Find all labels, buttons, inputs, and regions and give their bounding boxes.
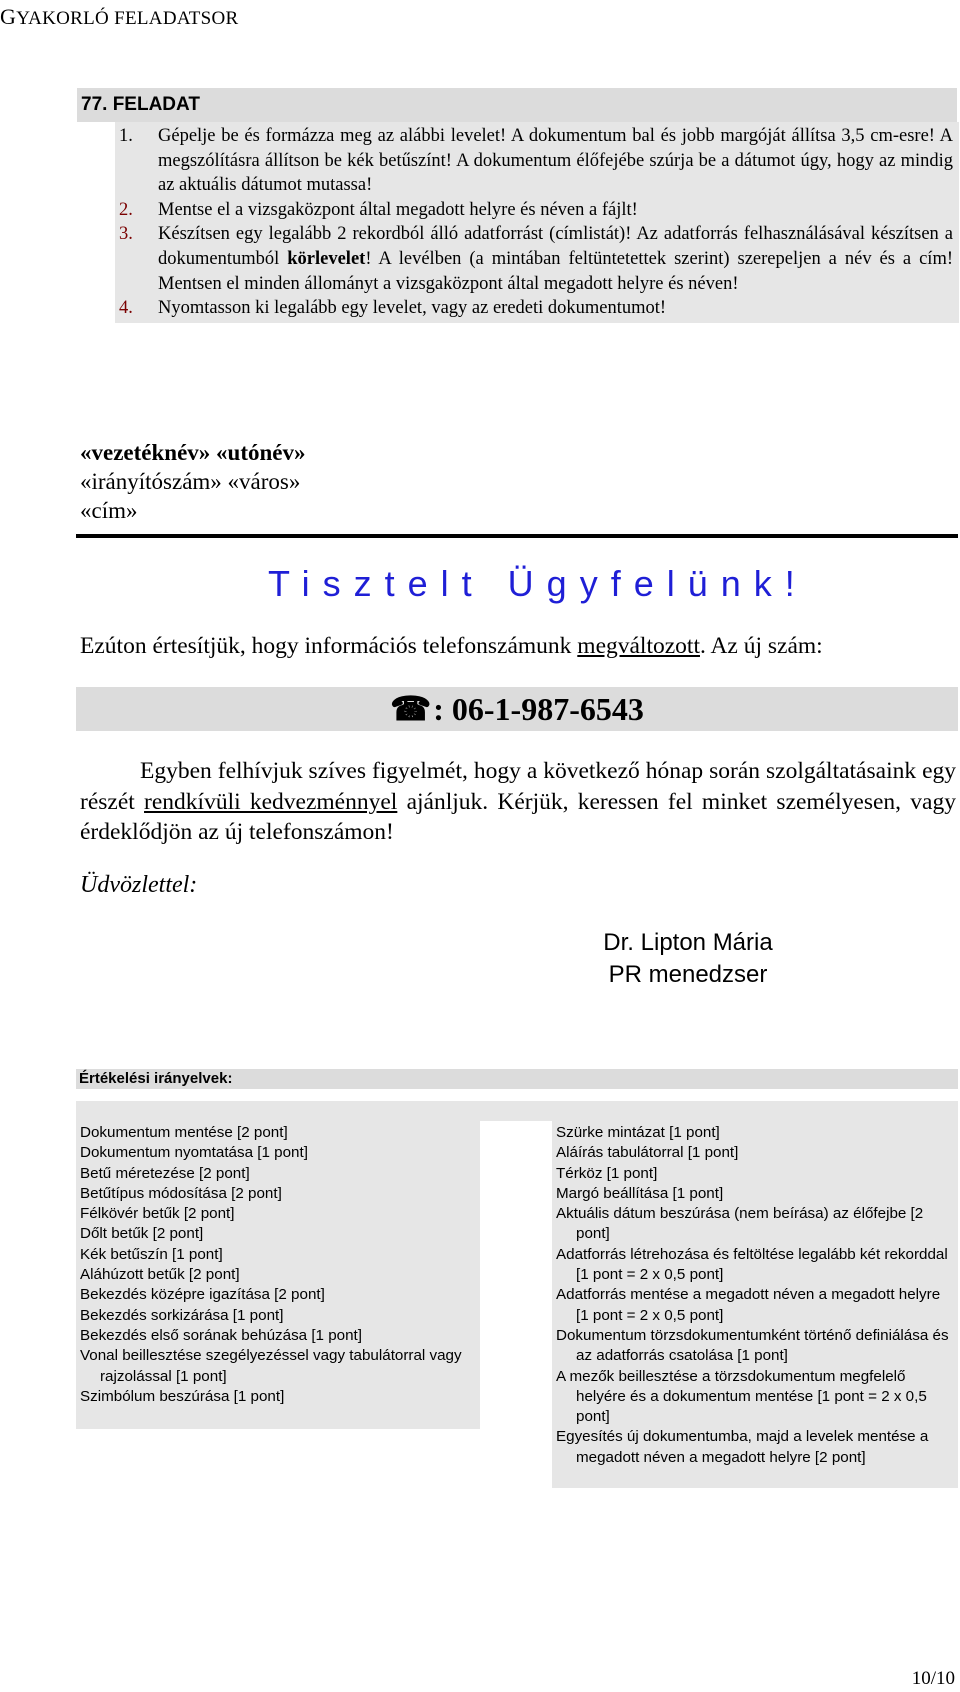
evaluation-item: Bekezdés sorkizárása [1 pont] (80, 1306, 284, 1324)
divider-line (76, 534, 958, 538)
running-header-initial: G (0, 4, 17, 29)
evaluation-item: Egyesítés új dokumentumba, majd a levelek mentése a megadott néven a megadott helyre [2 pont] (556, 1428, 929, 1466)
intro-text-b: . Az új szám: (699, 633, 823, 659)
evaluation-item: Félkövér betűk [2 pont] (80, 1205, 235, 1223)
offer-text-a: Egyben felhívjuk szíves figyelmét, hogy a következő hónap során szolgáltatásaink egy részét (80, 758, 956, 815)
evaluation-item: Adatforrás létrehozása és feltöltése legalább két rekorddal [1 pont = 2 x 0,5 pont] (556, 1245, 948, 1284)
evaluation-item: Bekezdés első sorának behúzása [1 pont] (80, 1326, 362, 1344)
address-city-line: «irányítószám» «város» (80, 469, 301, 494)
evaluation-item: Vonal beillesztése szegélyezéssel vagy tabulátorral vagy rajzolással [1 pont] (80, 1347, 462, 1385)
telephone-icon: ☎ (390, 692, 432, 728)
salutation: Tisztelt Ügyfelünk! (268, 563, 808, 604)
task-title: 77. FELADAT (77, 88, 957, 122)
evaluation-left-column (76, 1121, 480, 1429)
evaluation-title: Értékelési irányelvek: (76, 1069, 958, 1089)
task-item-text: Nyomtasson ki legalább egy levelet, vagy az eredeti dokumentumot! (158, 298, 667, 319)
evaluation-item: Kék betűszín [1 pont] (80, 1245, 223, 1263)
evaluation-item: Szimbólum beszúrása [1 pont] (80, 1387, 285, 1405)
evaluation-right-column (552, 1121, 958, 1488)
closing: Üdvözlettel: (80, 872, 198, 898)
evaluation-band (76, 1101, 958, 1121)
evaluation-item: Térköz [1 pont] (556, 1164, 658, 1182)
offer-paragraph (80, 756, 956, 848)
evaluation-item: Betű méretezése [2 pont] (80, 1164, 250, 1182)
phone-bar (76, 687, 958, 731)
address-block (80, 438, 306, 525)
running-header (0, 4, 239, 30)
task-list (115, 122, 959, 323)
address-street-line: «cím» (80, 498, 138, 523)
address-name-line: «vezetéknév» «utónév» (80, 440, 306, 465)
intro-underlined: megváltozott (577, 633, 700, 659)
phone-number: : 06-1-987-6543 (433, 691, 644, 727)
evaluation-item: Aktuális dátum beszúrása (nem beírása) az élőfejbe [2 pont] (556, 1205, 924, 1243)
task-item-number: 3. (119, 224, 133, 245)
task-item-2 (115, 198, 959, 223)
task-item-text-a: Készítsen egy legalább 2 rekordból álló adatforrást (címlistát)! Az adatforrás felhasználásával készítsen a dokumentumból (158, 224, 953, 269)
evaluation-item: Dokumentum nyomtatása [1 pont] (80, 1144, 308, 1162)
signature-title: PR menedzser (608, 961, 768, 988)
signature (568, 927, 808, 991)
task-item-4 (115, 296, 959, 321)
page-number: 10/10 (911, 1668, 955, 1689)
task-item-3 (115, 222, 959, 296)
evaluation-item: Betűtípus módosítása [2 pont] (80, 1184, 282, 1202)
running-header-text: YAKORLÓ FELADATSOR (16, 8, 239, 29)
task-item-text-bold: körlevelet (287, 248, 366, 269)
evaluation-item: Dőlt betűk [2 pont] (80, 1225, 204, 1243)
evaluation-item: Szürke mintázat [1 pont] (556, 1124, 720, 1141)
intro-text-a: Ezúton értesítjük, hogy információs telefonszámunk (80, 633, 578, 659)
offer-text-b: ajánljuk. Kérjük, keressen fel minket személyesen, vagy érdeklődjön az új telefonszámon! (80, 788, 956, 845)
evaluation-item: Aláírás tabulátorral [1 pont] (556, 1144, 739, 1162)
intro-paragraph (80, 631, 956, 661)
evaluation-item: Margó beállítása [1 pont] (556, 1184, 724, 1202)
evaluation-item: A mezők beillesztése a törzsdokumentum megfelelő helyére és a dokumentum mentése [1 pont = 2 x 0,5 pont] (556, 1367, 927, 1426)
offer-underlined: rendkívüli kedvezménnyel (144, 788, 398, 815)
task-item-text: Gépelje be és formázza meg az alábbi levelet! A dokumentum bal és jobb margóját állítsa 3,5 cm-esre! A megszólításra állítson be kék betűszínt! A dokumentum élőfejébe szúrja be a dátumot úgy, hogy az mindig az aktuális dátumot mutassa! (158, 126, 953, 196)
task-item-text-b: ! A levélben (a mintában feltüntetettek szerint) szerepeljen a név és a cím! Mentsen el minden állományt a vizsgaközpont által megadott helyre és néven! (158, 248, 953, 294)
task-item-number: 2. (119, 199, 133, 220)
task-item-number: 1. (119, 126, 133, 146)
task-item-1 (115, 124, 959, 198)
task-item-text: Mentse el a vizsgaközpont által megadott helyre és néven a fájlt! (158, 199, 638, 220)
evaluation-item: Bekezdés középre igazítása [2 pont] (80, 1286, 325, 1304)
evaluation-item: Aláhúzott betűk [2 pont] (80, 1266, 240, 1284)
evaluation-item: Dokumentum törzsdokumentumként történő definiálása és az adatforrás csatolása [1 pont] (556, 1326, 949, 1365)
task-item-number: 4. (119, 298, 133, 319)
evaluation-item: Dokumentum mentése [2 pont] (80, 1124, 288, 1141)
evaluation-item: Adatforrás mentése a megadott néven a megadott helyre [1 pont = 2 x 0,5 pont] (556, 1286, 941, 1324)
task-box (77, 88, 957, 323)
signature-name: Dr. Lipton Mária (603, 929, 773, 956)
